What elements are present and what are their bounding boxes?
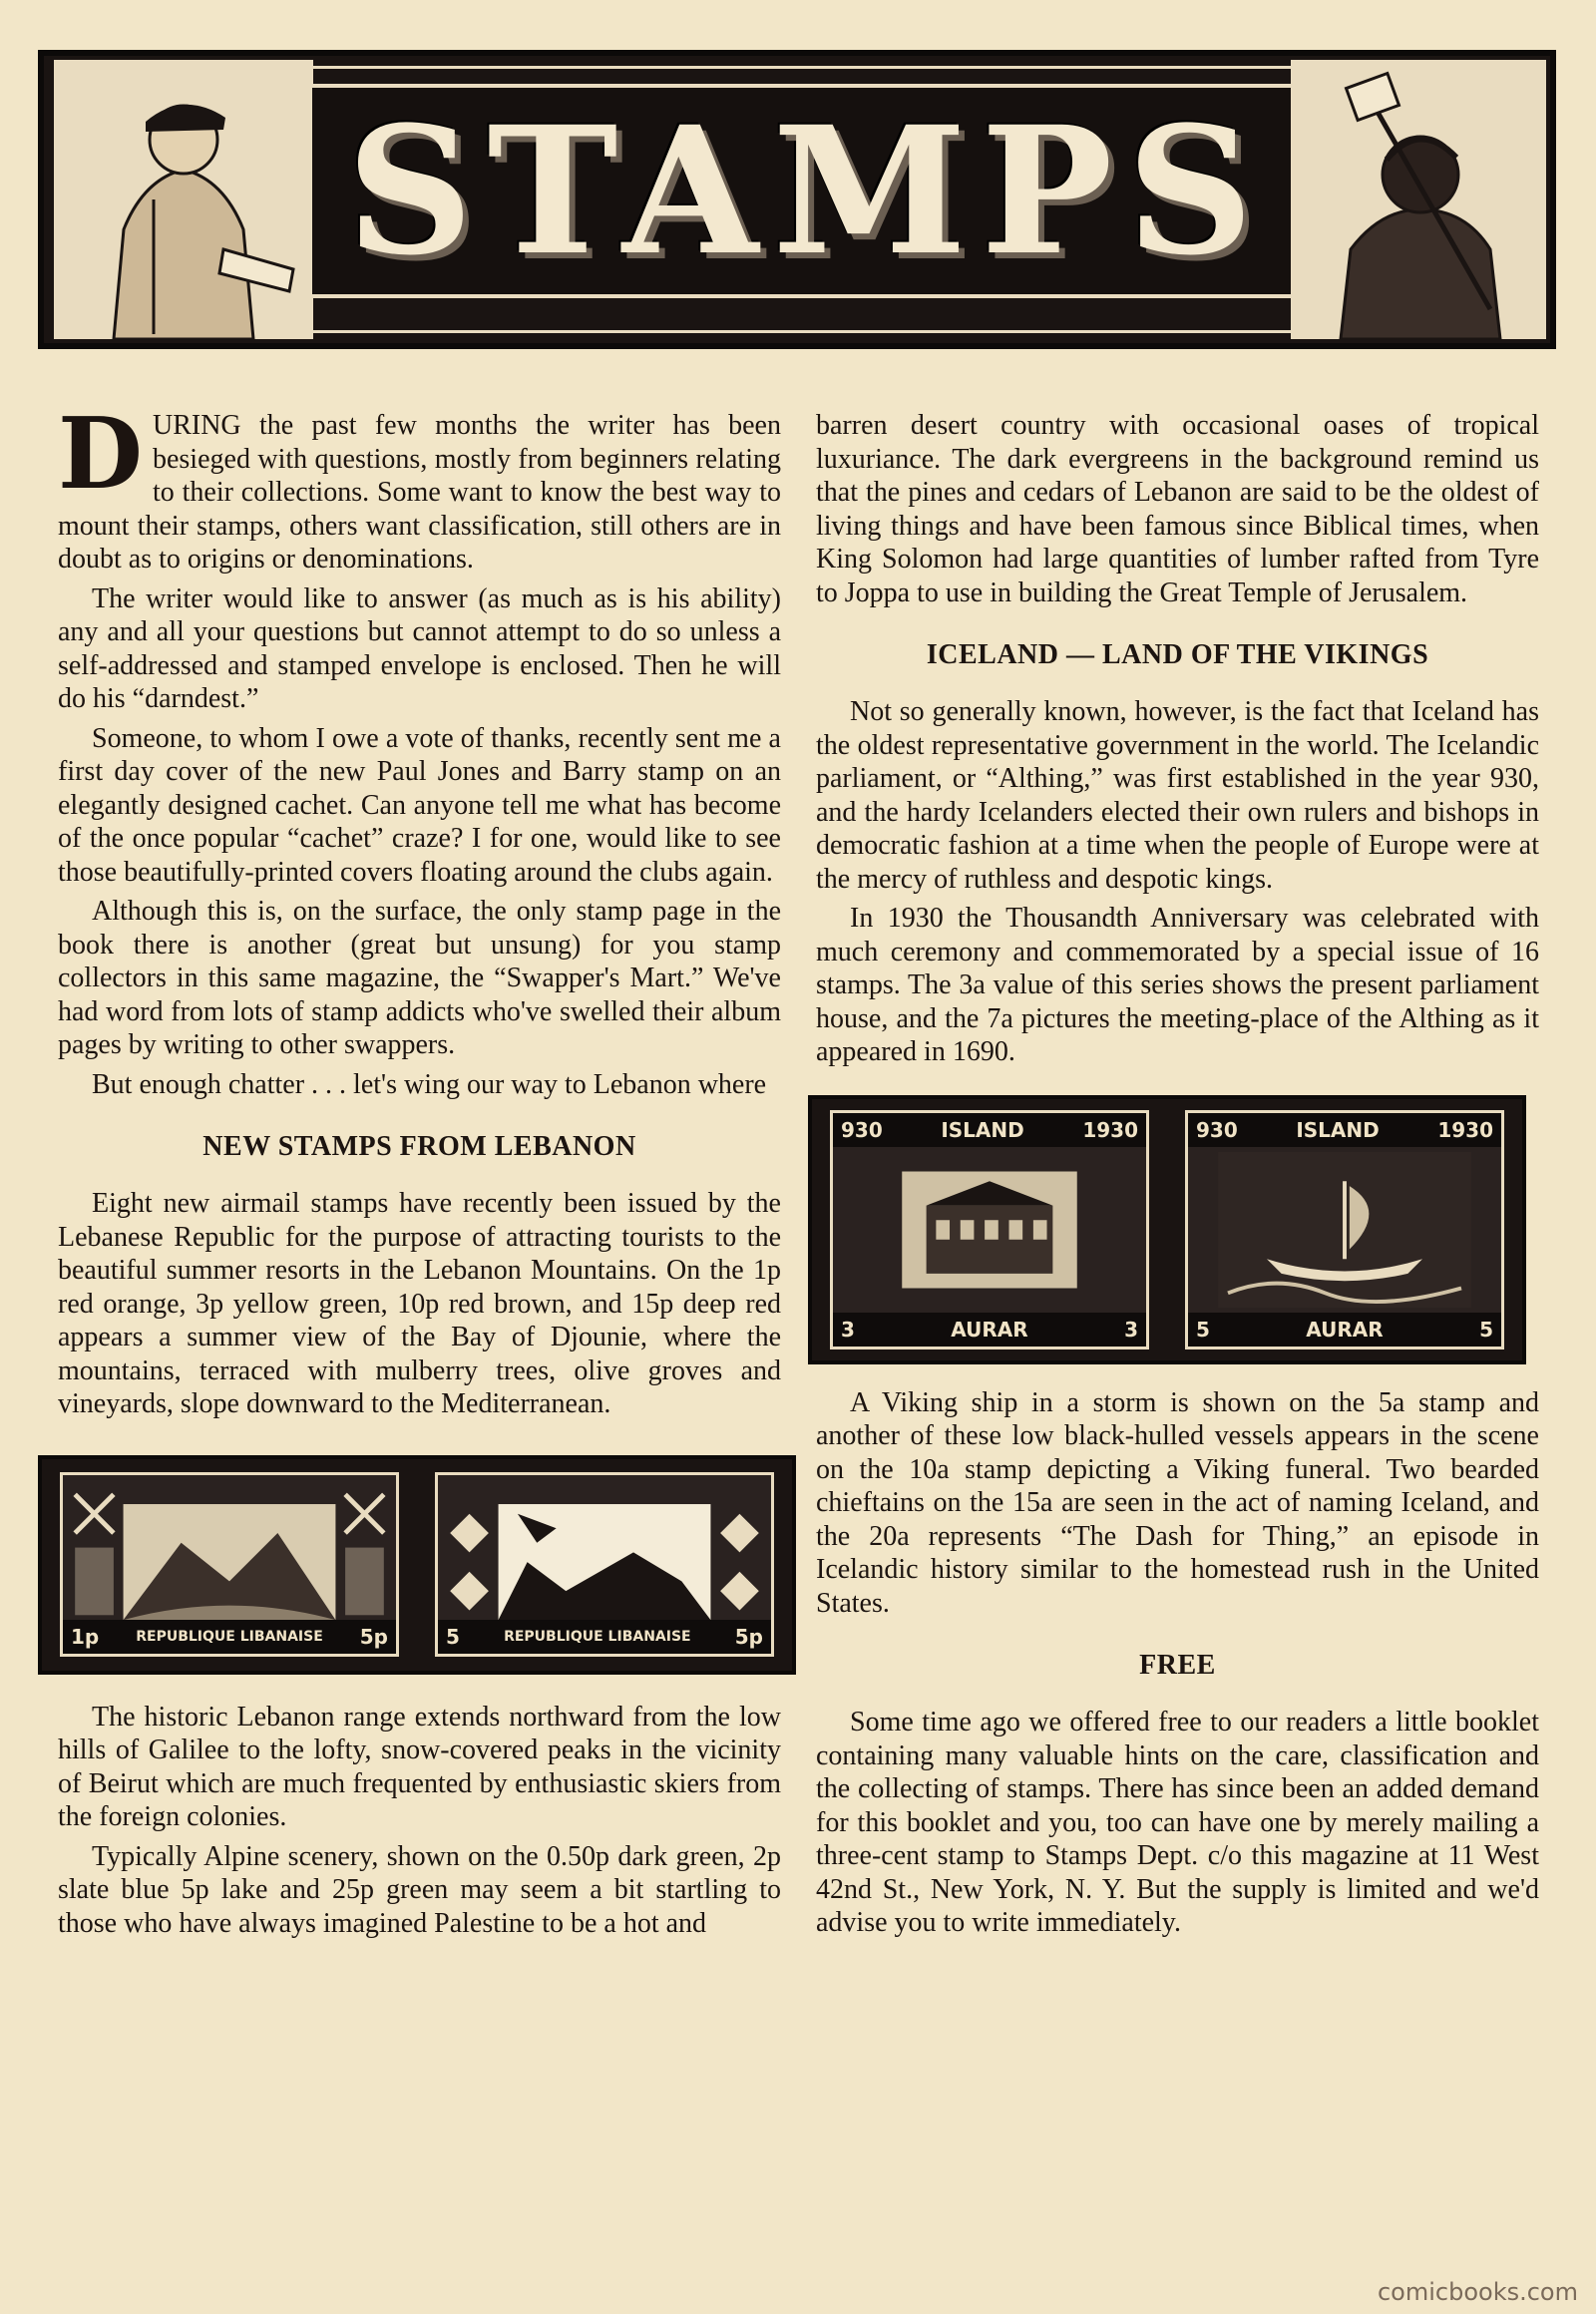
heading-free: FREE bbox=[1139, 1650, 1216, 1681]
right-column bbox=[816, 409, 1539, 1946]
watermark: comicbooks.com bbox=[1377, 2278, 1578, 2306]
drop-cap: D bbox=[58, 397, 143, 512]
lebanon-stamp-2-label: 5 REPUBLIQUE LIBANAISE 5p bbox=[438, 1620, 771, 1654]
postman-illustration bbox=[54, 56, 313, 343]
iceland-stamp-5a bbox=[1185, 1110, 1504, 1350]
paragraph-lebanon-range: The historic Lebanon range extends northward from the low hills of Galilee to the lofty, snow-covered peaks in the vicinity of Beirut which are much frequented by enthusiastic skiers from the foreign colonies. bbox=[58, 1701, 781, 1832]
title-panel bbox=[308, 84, 1306, 298]
paragraph-chatter: But enough chatter . . . let's wing our way to Lebanon where bbox=[92, 1068, 767, 1100]
lebanon-stamps-illustration bbox=[38, 1455, 796, 1675]
iceland-stamp-5a-footer: 5 AURAR 5 bbox=[1188, 1313, 1501, 1347]
page-title: STAMPS bbox=[346, 87, 1268, 294]
iceland-stamp-3a bbox=[830, 1110, 1149, 1350]
iceland-stamp-3a-footer: 3 AURAR 3 bbox=[833, 1313, 1146, 1347]
paragraph-cedars: barren desert country with occasional oases of tropical luxuriance. The dark evergreens in the background remind us that the pines and cedars of Lebanon are said to be the oldest of living things and have been famous since Biblical times, when King Solomon had large quantities of lumber rafted from Tyre to Joppa to use in building the Great Temple of Jerusalem. bbox=[816, 410, 1539, 608]
viking-ship-scene bbox=[1188, 1113, 1501, 1347]
iceland-stamp-3a-header: 930 ISLAND 1930 bbox=[833, 1113, 1146, 1147]
heading-lebanon: NEW STAMPS FROM LEBANON bbox=[202, 1131, 636, 1162]
iceland-stamp-5a-header: 930 ISLAND 1930 bbox=[1188, 1113, 1501, 1147]
paragraph-viking-ship: A Viking ship in a storm is shown on the 5a stamp and another of these low black-hulled vessels appears in the scene on the 10a stamp depicting a Viking funeral. Two bearded chieftains on the 15a are seen in the act of naming Iceland, and the 20a represents “The Dash for Thing,” an episode in Icelandic history similar to the homestead rush in the United States. bbox=[816, 1386, 1539, 1619]
reader-illustration bbox=[1291, 56, 1546, 343]
lebanon-stamp-1-label: 1p REPUBLIQUE LIBANAISE 5p bbox=[63, 1620, 396, 1654]
paragraph-cachet: Someone, to whom I owe a vote of thanks, recently sent me a first day cover of the new Paul Jones and Barry stamp on an elegantly designed cachet. Can anyone tell me what has become of the once popular “cachet” craze? I for one, would like to see those beautifully-printed covers floating around the clubs again. bbox=[58, 722, 781, 888]
iceland-stamps-illustration bbox=[808, 1095, 1526, 1364]
paragraph-swappers-mart: Although this is, on the surface, the only stamp page in the book there is another (great but unsung) for you stamp collectors in this same magazine, the “Swapper's Mart.” We've had word from lots of stamp addicts who've swelled their album pages by writing to other swappers. bbox=[58, 896, 781, 1060]
intro-paragraph: DURING the past few months the writer has been besieged with questions, mostly from beginners relating to their collections. Some want to know the best way to mount their stamps, others want classification, still others are in doubt as to origins or denominations. bbox=[58, 397, 781, 575]
left-column bbox=[58, 397, 781, 1946]
parliament-house-scene bbox=[833, 1113, 1146, 1347]
paragraph-lebanon-airmail: Eight new airmail stamps have recently been issued by the Lebanese Republic for the purpose of attracting tourists to the beautiful summer resorts in the Lebanon Mountains. On the 1p red orange, 3p yellow green, 10p red brown, and 15p deep red appears a summer view of the Bay of Djounie, where the mountains, terraced with mulberry trees, olive groves and vineyards, slope downward to the Mediterranean. bbox=[58, 1188, 781, 1419]
masthead-banner bbox=[38, 50, 1556, 349]
paragraph-thousandth-anniversary: In 1930 the Thousandth Anniversary was celebrated with much ceremony and commemorated by a special issue of 16 stamps. The 3a value of this series shows the present parliament house, and the 7a pictures the meeting-place of the Althing as it appeared in 1690. bbox=[816, 903, 1539, 1067]
paragraph-alpine-scenery: Typically Alpine scenery, shown on the 0.50p dark green, 2p slate blue 5p lake and 25p green may seem a bit startling to those who have always imagined Palestine to be a hot and bbox=[58, 1840, 781, 1939]
paragraph-answer-questions: The writer would like to answer (as much as is his ability) any and all your questions but cannot attempt to do so unless a self-addressed and stamped envelope is enclosed. Then he will do his “darndest.” bbox=[58, 582, 781, 714]
paragraph-free-booklet: Some time ago we offered free to our readers a little booklet containing many valuable hints on the care, classification and the collecting of stamps. There has since been an added demand for this booklet and you, too can have one by merely mailing a three-cent stamp to Stamps Dept. c/o this magazine at 11 West 42nd St., New York, N. Y. But the supply is limited and we'd advise you to write immediately. bbox=[816, 1707, 1539, 1938]
paragraph-althing: Not so generally known, however, is the fact that Iceland has the oldest representative government in the world. The Icelandic parliament, or “Althing,” was first established in the year 930, and the hardy Icelanders elected their own rulers and bishops in democratic fashion at a time when the people of Europe were at the mercy of ruthless and despotic kings. bbox=[816, 696, 1539, 895]
lebanon-stamp-1 bbox=[60, 1472, 399, 1657]
heading-iceland: ICELAND — LAND OF THE VIKINGS bbox=[926, 639, 1429, 670]
lebanon-stamp-2 bbox=[435, 1472, 774, 1657]
